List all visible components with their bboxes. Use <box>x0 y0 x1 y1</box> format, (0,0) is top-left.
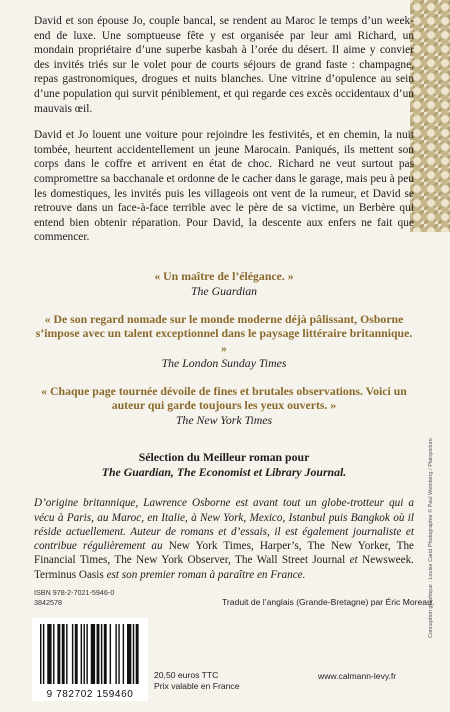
barcode-bar <box>123 624 124 684</box>
isbn-block <box>34 588 114 607</box>
press-quote-2 <box>34 312 414 371</box>
back-cover-text <box>34 14 414 582</box>
selection-line-1: Sélection du Meilleur roman pour <box>138 450 310 465</box>
barcode-bar <box>91 624 95 684</box>
synopsis-paragraph-2: David et Jo louent une voiture pour rejoindre les festivités, et en chemin, la nuit tombée, heurtent accidentellement un jeune Marocain. Paniqués, ils mettent son corps dans le coffre et arrivent en état de choc. Richard ne veut surtout pas compromettre sa bacchanale et ordonne de le cacher dans le garage, mais peu à peu les domestiques, les invités puis les villageois ont vent de la rumeur, et David se retrouve dans un face-à-face terrible avec le père de sa victime, un Berbère qui entend bien obtenir réparation. Pour David, la descente aux enfers ne fait que commencer. <box>34 129 414 244</box>
quote-text: « Un maître de l’élégance. » <box>154 268 294 283</box>
isbn-number: ISBN 978-2-7021-5946-0 <box>34 588 115 597</box>
barcode-bar <box>86 624 87 684</box>
press-quote-1 <box>34 269 414 299</box>
bio-text: D’origine britannique, Lawrence Osborne est avant tout un globe-trotteur qui a vécu à Paris, au Maroc, en Italie, à New York, Mexico, Istanbul puis Bangkok où il réside actuellement. Auteur de romans et d’essais, il est également journaliste et contribue régulièrement au <box>34 497 414 553</box>
bio-text: . <box>411 554 415 567</box>
press-quote-3 <box>34 384 414 428</box>
bio-newsweek: Newsweek <box>362 554 412 567</box>
barcode-bar <box>72 624 73 684</box>
barcode-bar <box>66 624 67 684</box>
barcode-bar <box>101 624 102 684</box>
quote-source: The Guardian <box>190 283 258 298</box>
barcode-bar <box>53 624 54 684</box>
barcode-bar <box>40 624 41 684</box>
barcode-bar <box>118 624 119 684</box>
barcode-bar <box>104 624 107 684</box>
barcode-bar <box>43 624 44 684</box>
barcode-digits: 9 782702 159460 <box>46 689 134 700</box>
publisher-website: www.calmann-levy.fr <box>318 671 397 681</box>
barcode-bar <box>47 624 51 684</box>
decorative-pattern-strip <box>410 0 450 232</box>
barcode-bar <box>127 624 131 684</box>
barcode-bars <box>32 618 148 701</box>
translation-credit: Traduit de l’anglais (Grande-Bretagne) par Éric Moreau. <box>222 597 435 607</box>
bio-book-title: Terminus Oasis <box>34 568 104 581</box>
price-block <box>154 670 240 692</box>
quote-text: « Chaque page tournée dévoile de fines et brutales observations. Voici un auteur qui garde toujours les yeux ouverts. » <box>41 383 407 413</box>
barcode-bar <box>133 624 134 684</box>
award-selection <box>34 450 414 480</box>
barcode-bar <box>136 624 139 684</box>
barcode-bar <box>84 624 85 684</box>
bio-publications: New York Times, Harper’s, The New Yorker, The Financial Times, The New York Observer, The Wall Street Journal <box>34 540 414 567</box>
credits-text: Conception graphique : Louise Cand Photographie © Paul Weinberg / Plainpicture <box>428 438 434 638</box>
barcode-bar <box>62 624 65 684</box>
barcode-bar <box>97 624 100 684</box>
bio-text: est son premier roman à paraître en France. <box>103 568 306 581</box>
barcode-bar <box>115 624 116 684</box>
price-amount: 20,50 euros TTC <box>154 670 219 680</box>
author-bio <box>34 496 414 581</box>
selection-line-2: The Guardian, The Economist et Library Journal. <box>101 465 347 480</box>
barcode-bar <box>57 624 60 684</box>
quote-source: The London Sunday Times <box>161 355 287 370</box>
price-validity: Prix valable en France <box>154 681 240 691</box>
design-credits <box>428 388 446 638</box>
quote-source: The New York Times <box>175 413 273 428</box>
barcode-bar <box>81 624 82 684</box>
barcode <box>32 618 148 701</box>
barcode-bar <box>110 624 111 684</box>
bio-text: et <box>345 554 363 567</box>
isbn-code: 3842578 <box>34 597 62 607</box>
synopsis-paragraph-1: David et son épouse Jo, couple bancal, se rendent au Maroc le temps d’un week-end de luxe. Une somptueuse fête y est organisée par leur ami Richard, un mondain propriétaire d’une superbe kasbah à l’orée du désert. Il aime y convier des invités triés sur le volet pour de courts séjours de grand faste : champagne, repas gastronomiques, drogues et nuits blanches. Une vitrine d’opulence au sein d’une population qui survit péniblement, et qui regarde ces excès occidentaux d’un mauvais œil. <box>34 15 414 115</box>
barcode-bar <box>75 624 78 684</box>
quote-text: « De son regard nomade sur le monde moderne déjà pâlissant, Osborne s’impose avec un talent exceptionnel dans le paysage littéraire britannique. » <box>35 311 413 356</box>
